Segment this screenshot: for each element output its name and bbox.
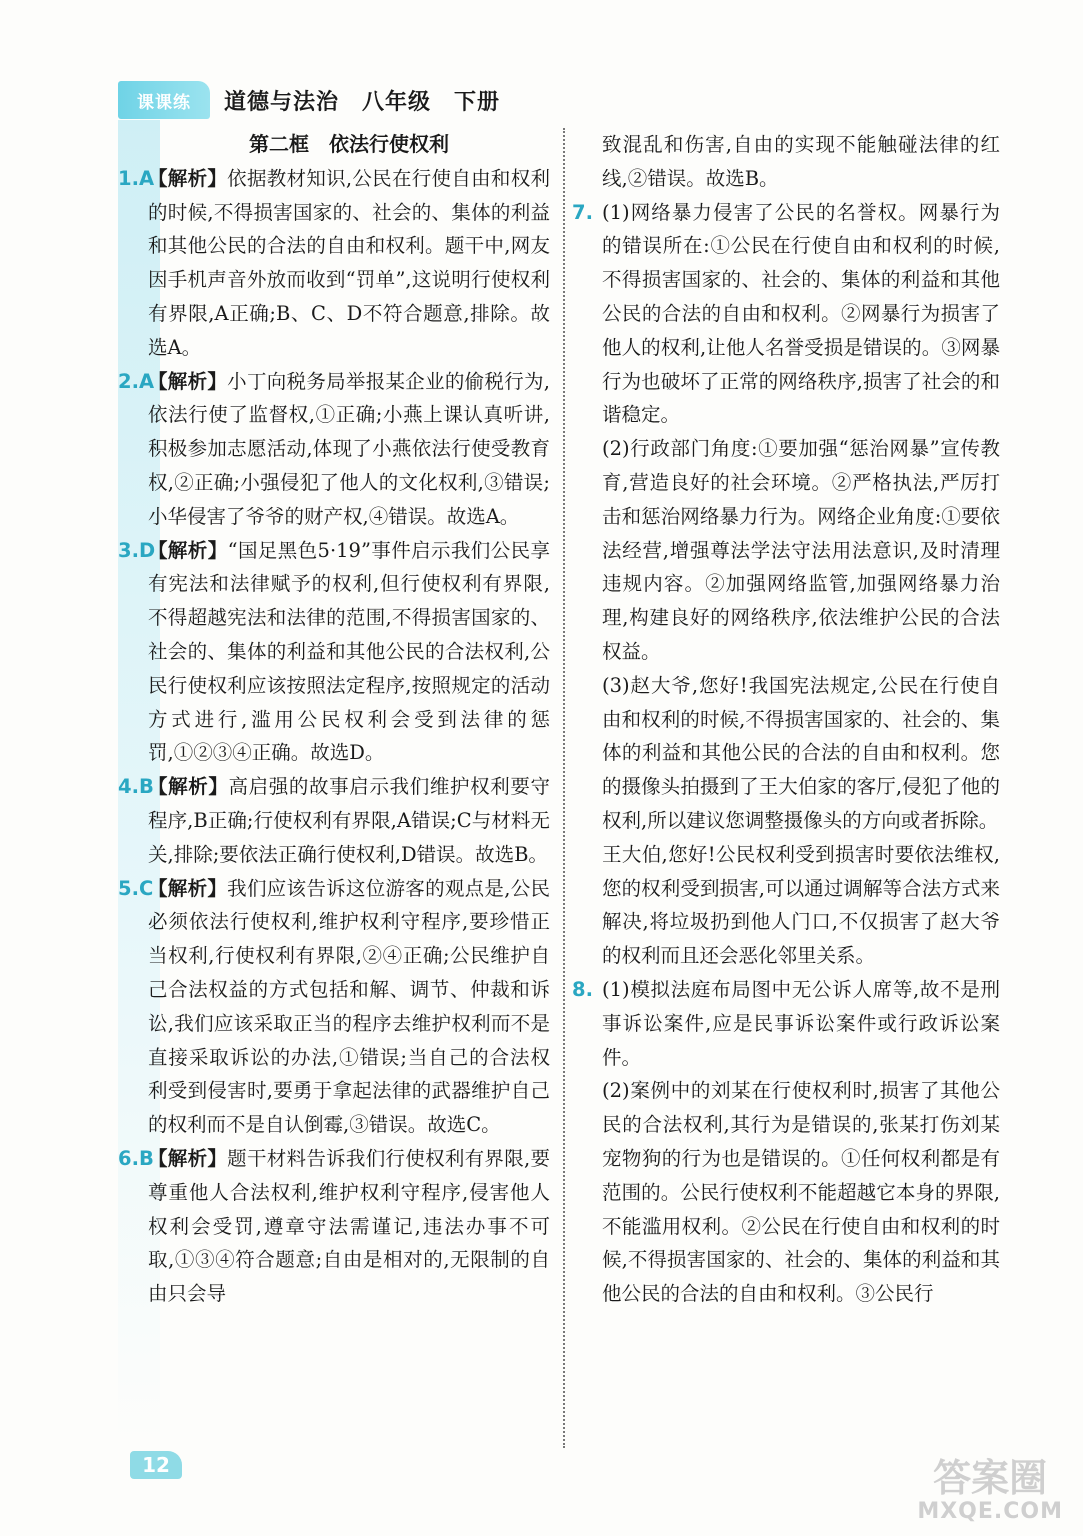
item-8-para-2: (2)案例中的刘某在行使权利时,损害了其他公民的合法权利,其行为是错误的,张某打伤刘某宠物狗的行为也是错误的。①任何权利都是有范围的。公民行使权利不能超越它本身的界限,不能滥用权利。②公民在行使自由和权利的时候,不得损害国家的、社会的、集体的利益和其他公民的合法的自由和权利。③公民行 bbox=[602, 1079, 1000, 1306]
answer-list bbox=[118, 162, 550, 1311]
item-number: 2.A bbox=[118, 369, 155, 393]
item-text: 高启强的故事启示我们维护权利要守程序,B正确;行使权利有界限,A错误;C与材料无关,排除;要依法正确行使权利,D错误。故选B。 bbox=[148, 775, 550, 866]
answer-item-7 bbox=[572, 196, 1000, 973]
item-7-para-1: (1)网络暴力侵害了公民的名誉权。网暴行为的错误所在:①公民在行使自由和权利的时候,不得损害国家的、社会的、集体的利益和其他公民的合法的自由和权利。②网暴行为损害了他人的权利,让他人名誉受损是错误的。③网暴行为也破坏了正常的网络秩序,损害了社会的和谐稳定。 bbox=[602, 200, 1000, 427]
answer-item-3 bbox=[118, 534, 550, 771]
item-text: 题干材料告诉我们行使权利有界限,要尊重他人合法权利,维护权利守程序,侵害他人权利会受罚,遵章守法需谨记,违法办事不可取,①③④符合题意;自由是相对的,无限制的自由只会导 bbox=[148, 1146, 550, 1306]
page-header bbox=[118, 80, 500, 120]
answer-item-5 bbox=[118, 872, 550, 1142]
item-7-para-3: (3)赵大爷,您好!我国宪法规定,公民在行使自由和权利的时候,不得损害国家的、社会的、集体的利益和其他公民的合法的自由和权利。您的摄像头拍摄到了王大伯家的客厅,侵犯了他的权利,所以建议您调整摄像头的方向或者拆除。 bbox=[602, 673, 1000, 832]
series-logo: 课课练 bbox=[118, 81, 210, 119]
item-8-para-1: (1)模拟法庭布局图中无公诉人席等,故不是刑事诉讼案件,应是民事诉讼案件或行政诉讼案件。 bbox=[602, 977, 1000, 1069]
page-number: 12 bbox=[130, 1451, 182, 1479]
watermark-domain: MXQE.COM bbox=[917, 1498, 1063, 1524]
analysis-tag: 【解析】 bbox=[148, 538, 228, 562]
analysis-tag: 【解析】 bbox=[148, 775, 229, 799]
answer-item-8 bbox=[572, 973, 1000, 1311]
answer-item-1 bbox=[118, 162, 550, 365]
book-title: 道德与法治 八年级 下册 bbox=[224, 89, 501, 115]
item-6-continuation: 致混乱和伤害,自由的实现不能触碰法律的红线,②错误。故选B。 bbox=[602, 133, 1000, 190]
item-text: “国足黑色5·19”事件启示我们公民享有宪法和法律赋予的权利,但行使权利有界限,不得超越宪法和法律的范围,不得损害国家的、社会的、集体的利益和其他公民的合法权利,公民行使权利应该按照法定程序,按照规定的活动方式进行,滥用公民权利会受到法律的惩罚,①②③④正确。故选D。 bbox=[148, 538, 550, 765]
watermark-text: 答案圈 bbox=[933, 1456, 1048, 1501]
item-7-para-2: (2)行政部门角度:①要加强“惩治网暴”宣传教育,营造良好的社会环境。②严格执法,严厉打击和惩治网络暴力行为。网络企业角度:①要依法经营,增强尊法学法守法用法意识,及时清理违规内容。②加强网络监管,加强网络暴力治理,构建良好的网络秩序,依法维护公民的合法权益。 bbox=[602, 437, 1000, 663]
item-text: 依据教材知识,公民在行使自由和权利的时候,不得损害国家的、社会的、集体的利益和其他公民的合法的自由和权利。题干中,网友因手机声音外放而收到“罚单”,这说明行使权利有界限,A正确;B、C、D不符合题意,排除。故选A。 bbox=[148, 166, 550, 359]
analysis-tag: 【解析】 bbox=[148, 876, 228, 900]
item-number: 6.B bbox=[118, 1146, 154, 1170]
item-number: 4.B bbox=[118, 775, 154, 799]
item-number: 3.D bbox=[118, 538, 156, 562]
item-text: 小丁向税务局举报某企业的偷税行为,依法行使了监督权,①正确;小燕上课认真听讲,积极参加志愿活动,体现了小燕依法行使受教育权,②正确;小强侵犯了他人的文化权利,③错误;小华侵害了爷爷的财产权,④错误。故选A。 bbox=[148, 369, 550, 528]
left-column bbox=[118, 128, 550, 1311]
right-column bbox=[572, 128, 1000, 1311]
answer-item-2 bbox=[118, 365, 550, 534]
section-title: 第二框 依法行使权利 bbox=[249, 132, 449, 156]
item-number: 1.A bbox=[118, 166, 155, 190]
item-number: 8. bbox=[572, 977, 593, 1001]
answer-item-4 bbox=[118, 770, 550, 871]
analysis-tag: 【解析】 bbox=[148, 1146, 228, 1170]
analysis-tag: 【解析】 bbox=[148, 369, 228, 393]
watermark-logo bbox=[917, 1458, 1063, 1524]
item-7-para-4: 王大伯,您好!公民权利受到损害时要依法维权,您的权利受到损害,可以通过调解等合法方式来解决,将垃圾扔到他人门口,不仅损害了赵大爷的权利而且还会恶化邻里关系。 bbox=[602, 842, 1000, 968]
answer-item-6 bbox=[118, 1142, 550, 1311]
item-text: 我们应该告诉这位游客的观点是,公民必须依法行使权利,维护权利守程序,要珍惜正当权利,行使权利有界限,②④正确;公民维护自己合法权益的方式包括和解、调节、仲裁和诉讼,我们应该采取正当的程序去维护权利而不是直接采取诉讼的办法,①错误;当自己的合法权利受到侵害时,要勇于拿起法律的武器维护自己的权利而不是自认倒霉,③错误。故选C。 bbox=[148, 876, 550, 1137]
item-number: 5.C bbox=[118, 876, 154, 900]
column-divider bbox=[563, 128, 565, 1448]
item-number: 7. bbox=[572, 200, 593, 224]
analysis-tag: 【解析】 bbox=[148, 166, 228, 190]
